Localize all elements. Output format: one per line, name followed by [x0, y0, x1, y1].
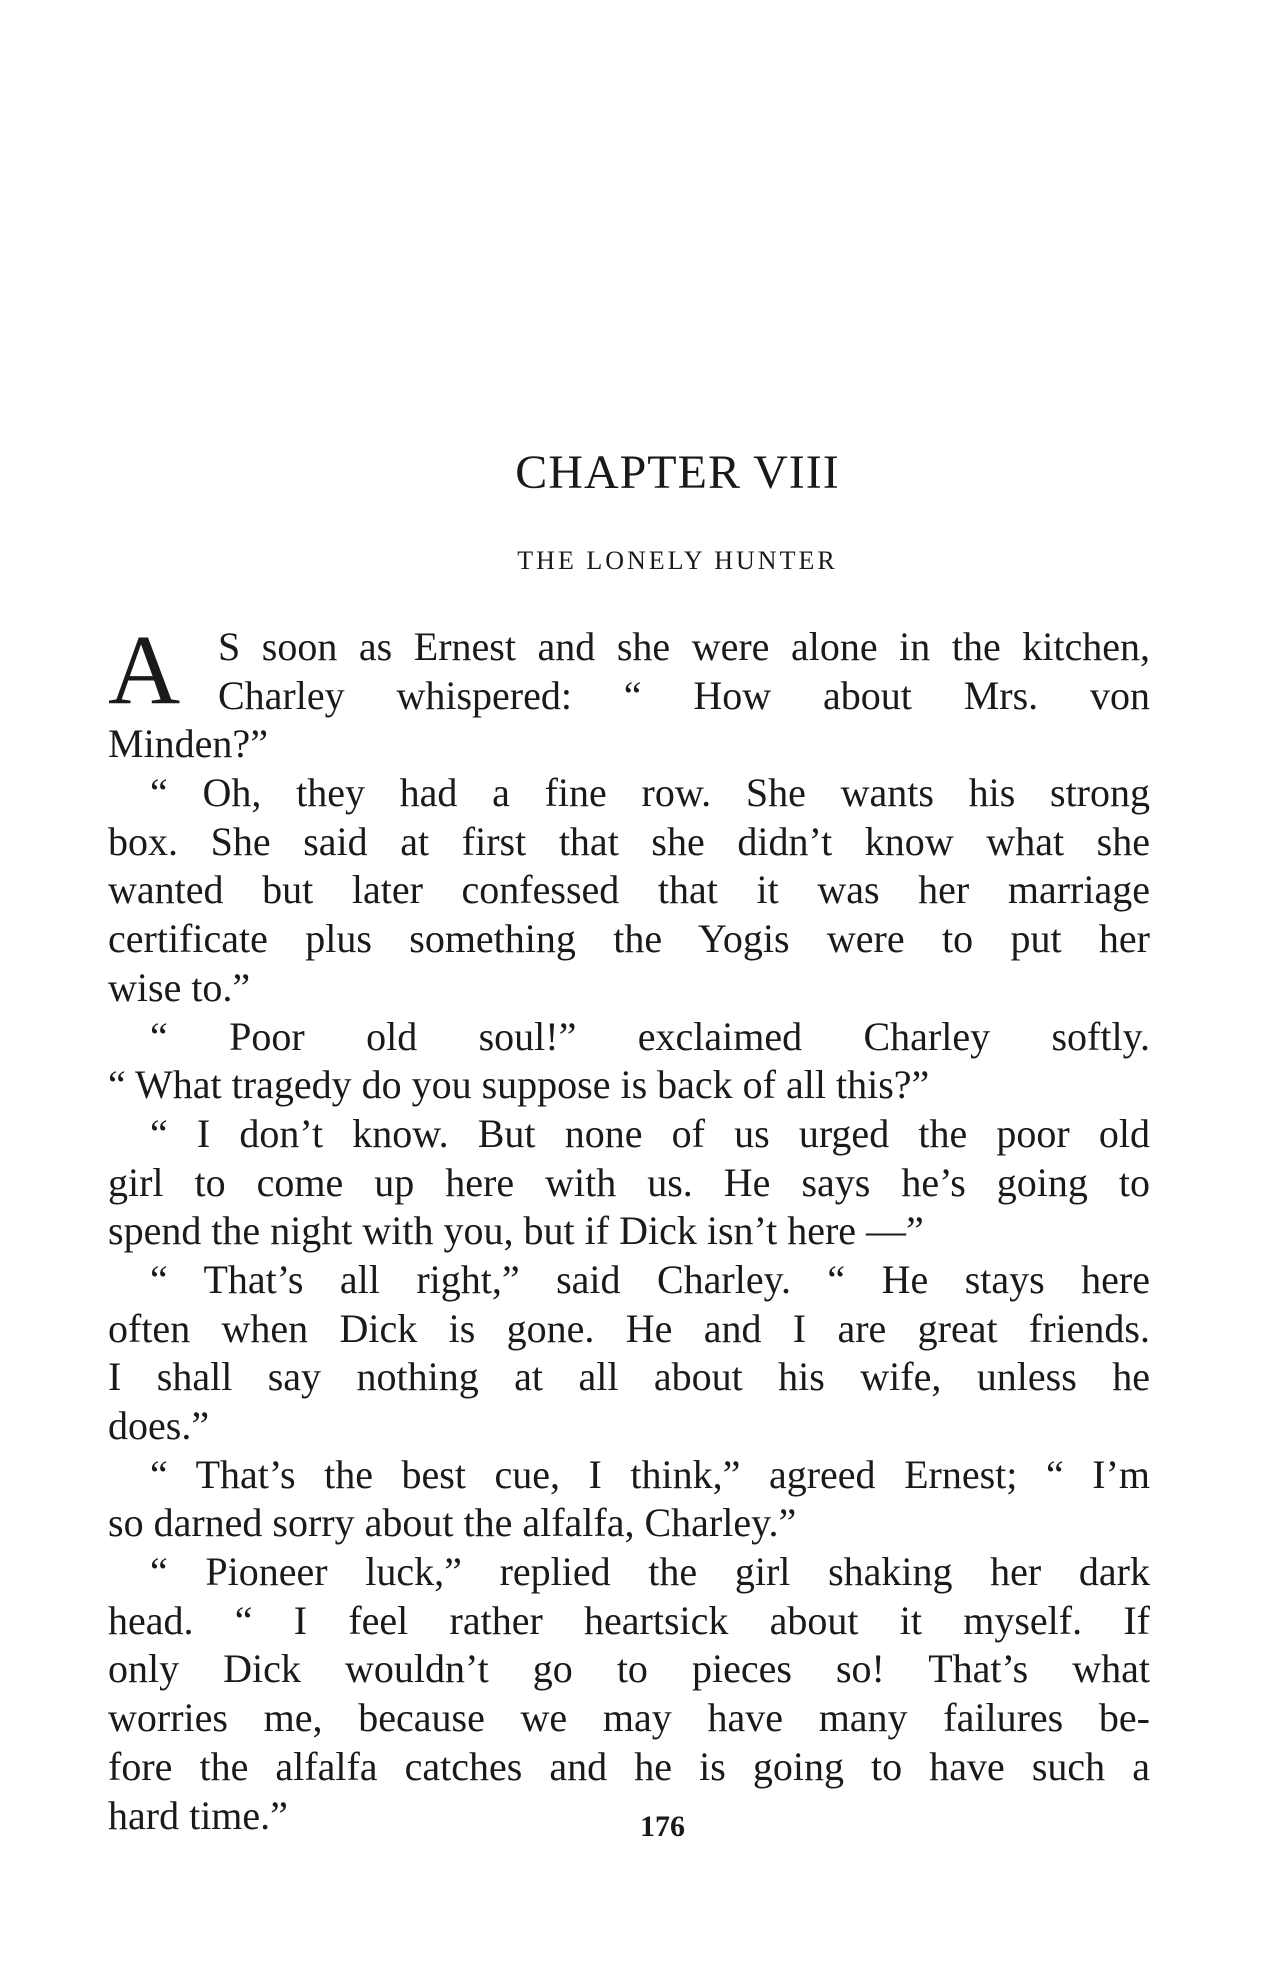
text-line: “ I don’t know. But none of us urged the poor old [150, 1110, 1150, 1156]
text-line: fore the alfalfa catches and he is going to have such a [108, 1743, 1150, 1789]
text-line: hard time.” [108, 1792, 288, 1838]
chapter-subtitle: THE LONELY HUNTER [517, 546, 838, 575]
text-line: Charley whispered: “ How about Mrs. von [218, 672, 1150, 718]
text-line: box. She said at first that she didn’t know what she [108, 818, 1150, 864]
drop-cap: A [108, 614, 181, 725]
chapter-heading: CHAPTER VIII [515, 446, 840, 499]
body-text [108, 614, 1150, 1840]
text-line: “ Poor old soul!” exclaimed Charley softly. [150, 1013, 1150, 1059]
text-line: “ What tragedy do you suppose is back of all this?” [108, 1062, 930, 1108]
text-line: girl to come up here with us. He says he’s going to [108, 1159, 1150, 1205]
page-number: 176 [640, 1810, 685, 1843]
text-line: S soon as Ernest and she were alone in the kitchen, [218, 624, 1150, 669]
text-line: “ Pioneer luck,” replied the girl shaking her dark [150, 1549, 1150, 1595]
text-line: “ That’s the best cue, I think,” agreed Ernest; “ I’m [150, 1451, 1150, 1497]
text-line: “ That’s all right,” said Charley. “ He stays here [150, 1256, 1150, 1302]
text-line: I shall say nothing at all about his wife, unless he [108, 1354, 1150, 1400]
text-line: Minden?” [108, 721, 268, 767]
text-line: “ Oh, they had a fine row. She wants his strong [150, 770, 1150, 816]
text-line: does.” [108, 1403, 210, 1448]
text-line: worries me, because we may have many failures be- [108, 1695, 1150, 1741]
text-line: wise to.” [108, 964, 251, 1010]
text-line: head. “ I feel rather heartsick about it myself. If [108, 1597, 1150, 1643]
text-line: certificate plus something the Yogis were to put her [108, 916, 1150, 962]
text-line: spend the night with you, but if Dick isn’t here —” [108, 1208, 924, 1254]
text-line: only Dick wouldn’t go to pieces so! That’s what [108, 1646, 1150, 1692]
text-line: so darned sorry about the alfalfa, Charley.” [108, 1500, 797, 1546]
text-line: wanted but later confessed that it was her marriage [108, 867, 1150, 913]
text-line: often when Dick is gone. He and I are great friends. [108, 1305, 1150, 1351]
